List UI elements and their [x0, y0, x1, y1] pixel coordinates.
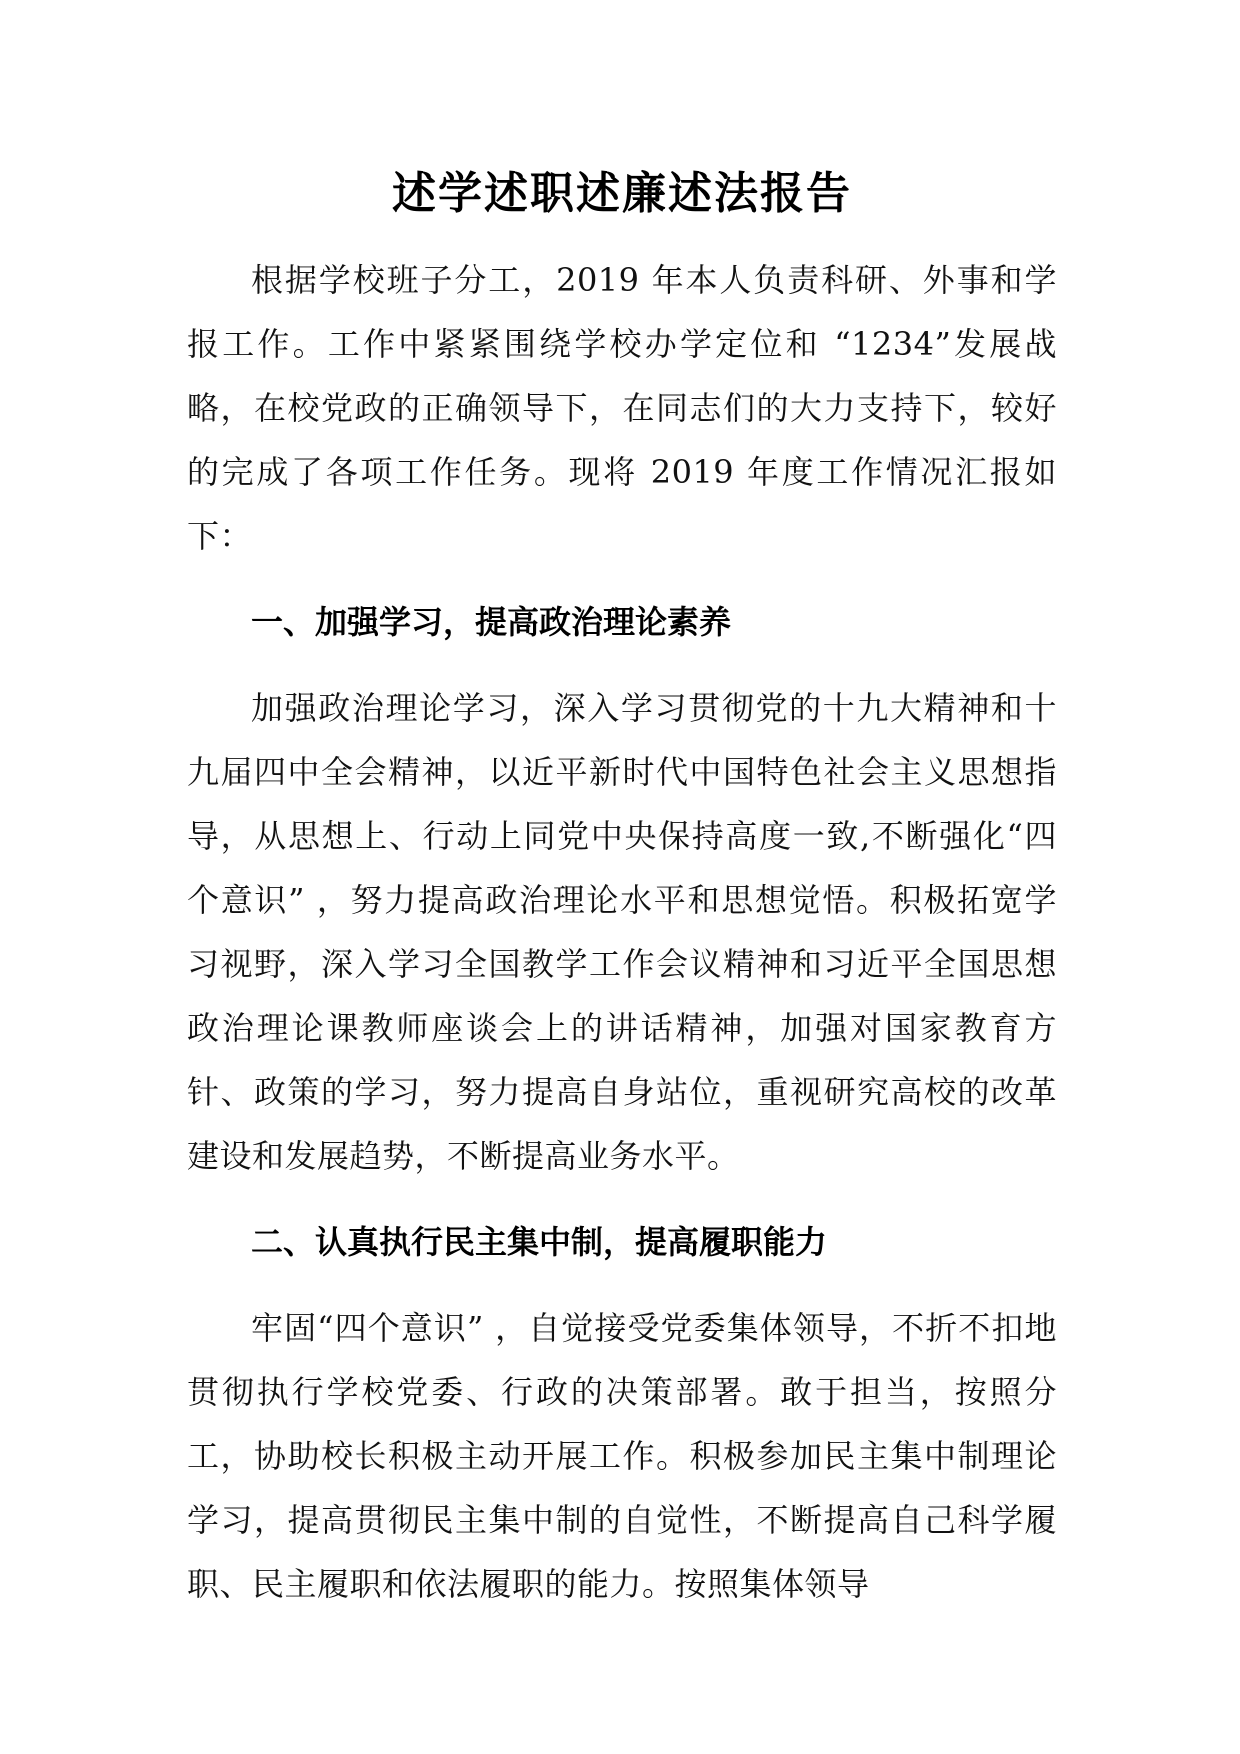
document-body	[187, 162, 1057, 1638]
section-body-2: 牢固“四个意识” ，自觉接受党委集体领导，不折不扣地贯彻执行学校党委、行政的决策部署。敢于担当，按照分工，协助校长积极主动开展工作。积极参加民主集中制理论学习，提高贯彻民主集中制的自觉性，不断提高自己科学履职、民主履职和依法履职的能力。按照集体领导	[187, 1309, 1057, 1603]
section-heading-1: 一、加强学习，提高政治理论素养	[251, 603, 732, 641]
section-heading-2: 二、认真执行民主集中制，提高履职能力	[251, 1223, 828, 1261]
document-title: 述学述职述廉述法报告	[392, 168, 852, 219]
section-body-1: 加强政治理论学习，深入学习贯彻党的十九大精神和十九届四中全会精神，以近平新时代中国特色社会主义思想指导，从思想上、行动上同党中央保持高度一致,不断强化“四个意识” ，努力提高政治理论水平和思想觉悟。积极拓宽学习视野，深入学习全国教学工作会议精神和习近平全国思想政治理论课教师座谈会上的讲话精神，加强对国家教育方针、政策的学习，努力提高自身站位，重视研究高校的改革建设和发展趋势，不断提高业务水平。	[187, 689, 1057, 1175]
intro-paragraph: 根据学校班子分工，2019 年本人负责科研、外事和学报工作。工作中紧紧围绕学校办学定位和 “1234”发展战略，在校党政的正确领导下，在同志们的大力支持下，较好的完成了各项工作任务。现将 2019 年度工作情况汇报如下：	[187, 261, 1057, 555]
